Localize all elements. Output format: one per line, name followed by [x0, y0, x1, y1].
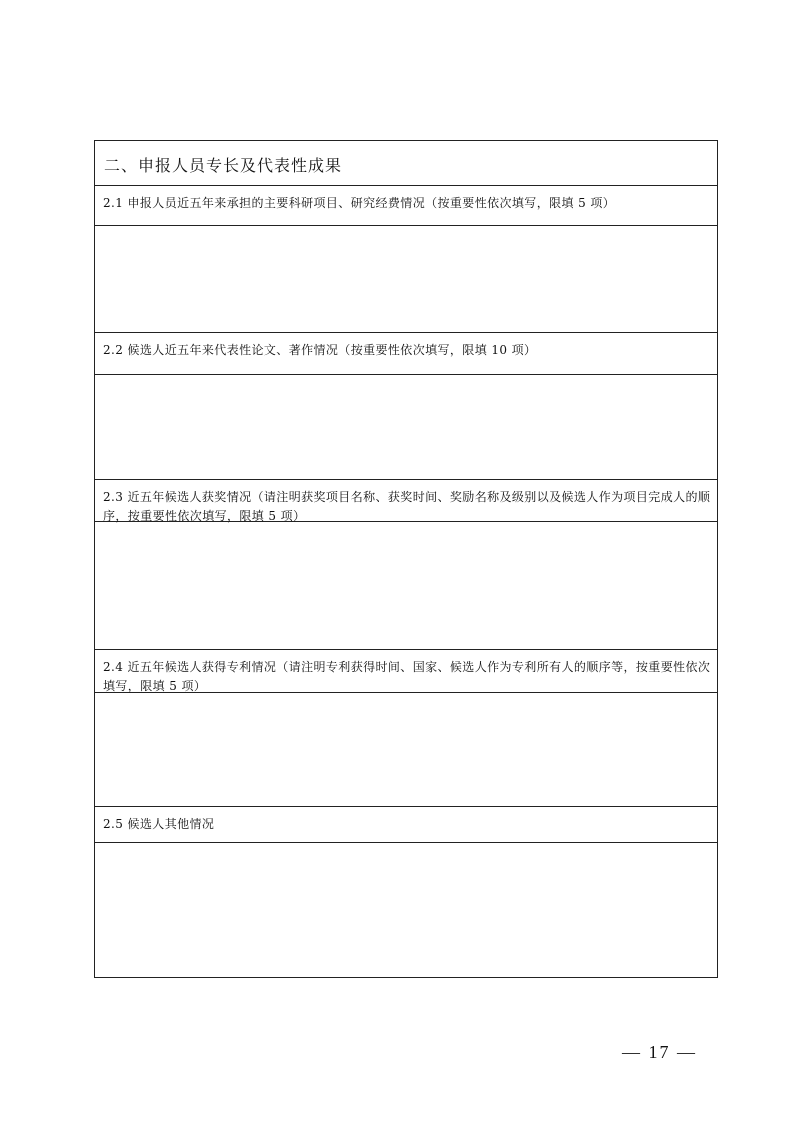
section-title: 二、申报人员专长及代表性成果 [95, 141, 717, 186]
item-2-3-answer-field[interactable] [95, 522, 717, 650]
item-2-2-label: 2.2 候选人近五年来代表性论文、著作情况（按重要性依次填写，限填 10 项） [95, 333, 717, 375]
item-2-4-answer-field[interactable] [95, 693, 717, 807]
item-2-1-label: 2.1 申报人员近五年来承担的主要科研项目、研究经费情况（按重要性依次填写，限填 5 项） [95, 186, 717, 226]
item-2-4-label: 2.4 近五年候选人获得专利情况（请注明专利获得时间、国家、候选人作为专利所有人的顺序等，按重要性依次填写，限填 5 项） [95, 650, 717, 693]
item-2-5-answer-field[interactable] [95, 843, 717, 977]
item-2-1-answer-field[interactable] [95, 226, 717, 333]
item-2-2-answer-field[interactable] [95, 375, 717, 480]
application-form-table [94, 140, 718, 978]
page-number: — 17 — [622, 1042, 697, 1062]
item-2-5-label: 2.5 候选人其他情况 [95, 807, 717, 843]
item-2-3-label: 2.3 近五年候选人获奖情况（请注明获奖项目名称、获奖时间、奖励名称及级别以及候选人作为项目完成人的顺序，按重要性依次填写，限填 5 项） [95, 480, 717, 522]
